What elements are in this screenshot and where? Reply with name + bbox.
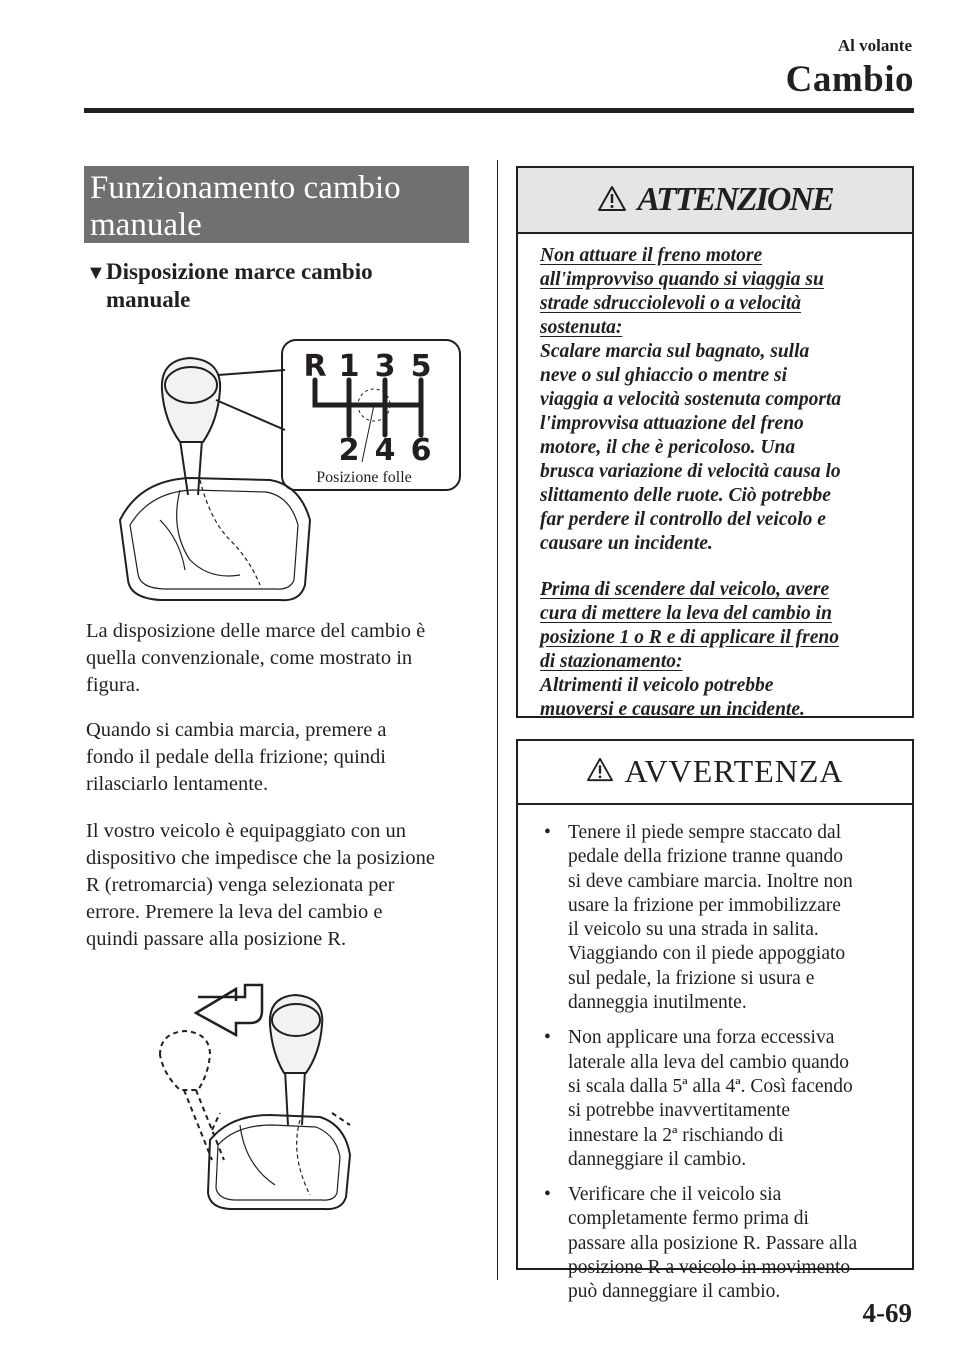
text-line: Verificare che il veicolo sia bbox=[568, 1184, 782, 1206]
reverse-engage-figure bbox=[150, 975, 380, 1215]
gear-label: R bbox=[303, 349, 327, 384]
text-line: Quando si cambia marcia, premere a bbox=[86, 719, 387, 741]
section-heading-line: Funzionamento cambio bbox=[90, 170, 401, 206]
caution-text-line: neve o sul ghiaccio o mentre si bbox=[540, 365, 787, 386]
warning-list bbox=[542, 821, 892, 1316]
text-line: completamente fermo prima di bbox=[568, 1208, 809, 1230]
caution-text-line: muoversi e causare un incidente. bbox=[540, 699, 805, 720]
text-line: il veicolo su una strada in salita. bbox=[568, 919, 819, 941]
subheading-line: manuale bbox=[106, 287, 191, 312]
text-line: Viaggiando con il piede appoggiato bbox=[568, 943, 846, 965]
caution-heading-line: Non attuare il freno motore bbox=[540, 245, 763, 266]
section-heading bbox=[84, 166, 469, 243]
warning-triangle-icon bbox=[597, 185, 627, 212]
gear-label: 5 bbox=[410, 349, 432, 384]
shifter-boot-outline bbox=[120, 478, 310, 600]
text-line: danneggia inutilmente. bbox=[568, 992, 747, 1014]
subheading-line: Disposizione marce cambio bbox=[106, 259, 373, 284]
caution-box bbox=[516, 166, 914, 718]
text-line: innestare la 2ª rischiando di bbox=[568, 1124, 784, 1146]
gear-label: 1 bbox=[338, 349, 360, 384]
warning-triangle-icon bbox=[586, 757, 614, 782]
text-line: si potrebbe inavvertitamente bbox=[568, 1100, 791, 1122]
text-line: dispositivo che impedisce che la posizione bbox=[86, 847, 435, 869]
caution-text-line: slittamento delle ruote. Ciò potrebbe bbox=[540, 485, 831, 506]
push-down-arrow-icon bbox=[196, 985, 262, 1035]
shifter-boot-outline bbox=[208, 1115, 350, 1209]
text-line: si scala dalla 5ª alla 4ª. Così facendo bbox=[568, 1075, 853, 1097]
text-line: quella convenzionale, come mostrato in bbox=[86, 647, 413, 669]
text-line: usare la frizione per immobilizzare bbox=[568, 894, 841, 916]
shifter-knob-outline bbox=[270, 995, 322, 1073]
warning-header bbox=[518, 741, 912, 803]
text-line: sul pedale, la frizione si usura e bbox=[568, 967, 815, 989]
header-rule bbox=[84, 108, 914, 113]
text-line: passare alla posizione R. Passare alla bbox=[568, 1232, 858, 1254]
text-line: posizione R a veicolo in movimento bbox=[568, 1257, 851, 1279]
caution-text-line: Altrimenti il veicolo potrebbe bbox=[540, 675, 774, 696]
text-line: pedale della frizione tranne quando bbox=[568, 846, 844, 868]
warning-title: AVVERTENZA bbox=[624, 753, 844, 789]
caution-text-line: causare un incidente. bbox=[540, 533, 713, 554]
section-label: Al volante bbox=[837, 36, 912, 55]
caution-heading-line: di stazionamento: bbox=[540, 651, 683, 672]
caution-heading-line: posizione 1 o R e di applicare il freno bbox=[540, 627, 839, 648]
caution-heading-line: strade sdrucciolevoli o a velocità bbox=[540, 293, 802, 314]
gear-shift-pattern-figure bbox=[100, 330, 470, 615]
gear-label: 2 bbox=[338, 433, 360, 468]
warning-item bbox=[542, 821, 892, 1015]
caution-text-line: far perdere il controllo del veicolo e bbox=[540, 509, 826, 530]
body-paragraph bbox=[86, 717, 476, 798]
body-paragraph bbox=[86, 818, 476, 953]
column-divider bbox=[497, 160, 498, 1280]
text-line: si deve cambiare marcia. Inoltre non bbox=[568, 870, 853, 892]
caution-body bbox=[540, 244, 902, 722]
warning-header-rule bbox=[518, 803, 912, 805]
text-line: Non applicare una forza eccessiva bbox=[568, 1027, 835, 1049]
gear-label: 3 bbox=[374, 349, 396, 384]
bullet-icon: • bbox=[544, 1184, 551, 1206]
shifter-knob-outline bbox=[162, 358, 220, 442]
caution-title: ATTENZIONE bbox=[637, 181, 833, 218]
caution-heading-line: Prima di scendere dal veicolo, avere bbox=[540, 579, 830, 600]
caution-text-line: l'improvvisa attuazione del freno bbox=[540, 413, 804, 434]
subheading bbox=[86, 258, 486, 314]
bullet-icon: • bbox=[544, 822, 551, 843]
caution-heading-line: cura di mettere la leva del cambio in bbox=[540, 603, 832, 624]
chapter-title: Cambio bbox=[785, 59, 914, 100]
text-line: Il vostro veicolo è equipaggiato con un bbox=[86, 820, 406, 842]
triangle-marker-icon: ▼ bbox=[86, 262, 106, 284]
caution-text-line: viaggia a velocità sostenuta comporta bbox=[540, 389, 842, 410]
text-line: R (retromarcia) venga selezionata per bbox=[86, 874, 395, 896]
warning-item bbox=[542, 1183, 892, 1304]
text-line: fondo il pedale della frizione; quindi bbox=[86, 746, 387, 768]
text-line: danneggiare il cambio. bbox=[568, 1148, 747, 1170]
bullet-icon: • bbox=[544, 1027, 551, 1049]
neutral-position-label: Posizione folle bbox=[316, 469, 412, 486]
gear-label: 4 bbox=[374, 433, 396, 468]
gear-label: 6 bbox=[410, 433, 432, 468]
text-line: può danneggiare il cambio. bbox=[568, 1281, 781, 1303]
caution-text-line: Scalare marcia sul bagnato, sulla bbox=[540, 341, 810, 362]
text-line: La disposizione delle marce del cambio è bbox=[86, 620, 426, 642]
warning-box bbox=[516, 739, 914, 1303]
text-line: Tenere il piede sempre staccato dal bbox=[568, 822, 842, 843]
text-line: errore. Premere la leva del cambio e bbox=[86, 901, 383, 923]
caution-heading-line: all'improvviso quando si viaggia su bbox=[540, 269, 824, 290]
caution-text-line: brusca variazione di velocità causa lo bbox=[540, 461, 841, 482]
section-heading-line: manuale bbox=[90, 207, 202, 243]
body-paragraph bbox=[86, 618, 476, 699]
text-line: laterale alla leva del cambio quando bbox=[568, 1051, 849, 1073]
caution-header bbox=[518, 168, 912, 234]
text-line: rilasciarlo lentamente. bbox=[86, 773, 269, 795]
caution-heading-line: sostenuta: bbox=[540, 317, 623, 338]
text-line: figura. bbox=[86, 674, 141, 696]
page-number: 4-69 bbox=[862, 1298, 912, 1328]
text-line: quindi passare alla posizione R. bbox=[86, 928, 347, 950]
warning-item bbox=[542, 1026, 892, 1172]
caution-text-line: motore, il che è pericoloso. Una bbox=[540, 437, 796, 458]
